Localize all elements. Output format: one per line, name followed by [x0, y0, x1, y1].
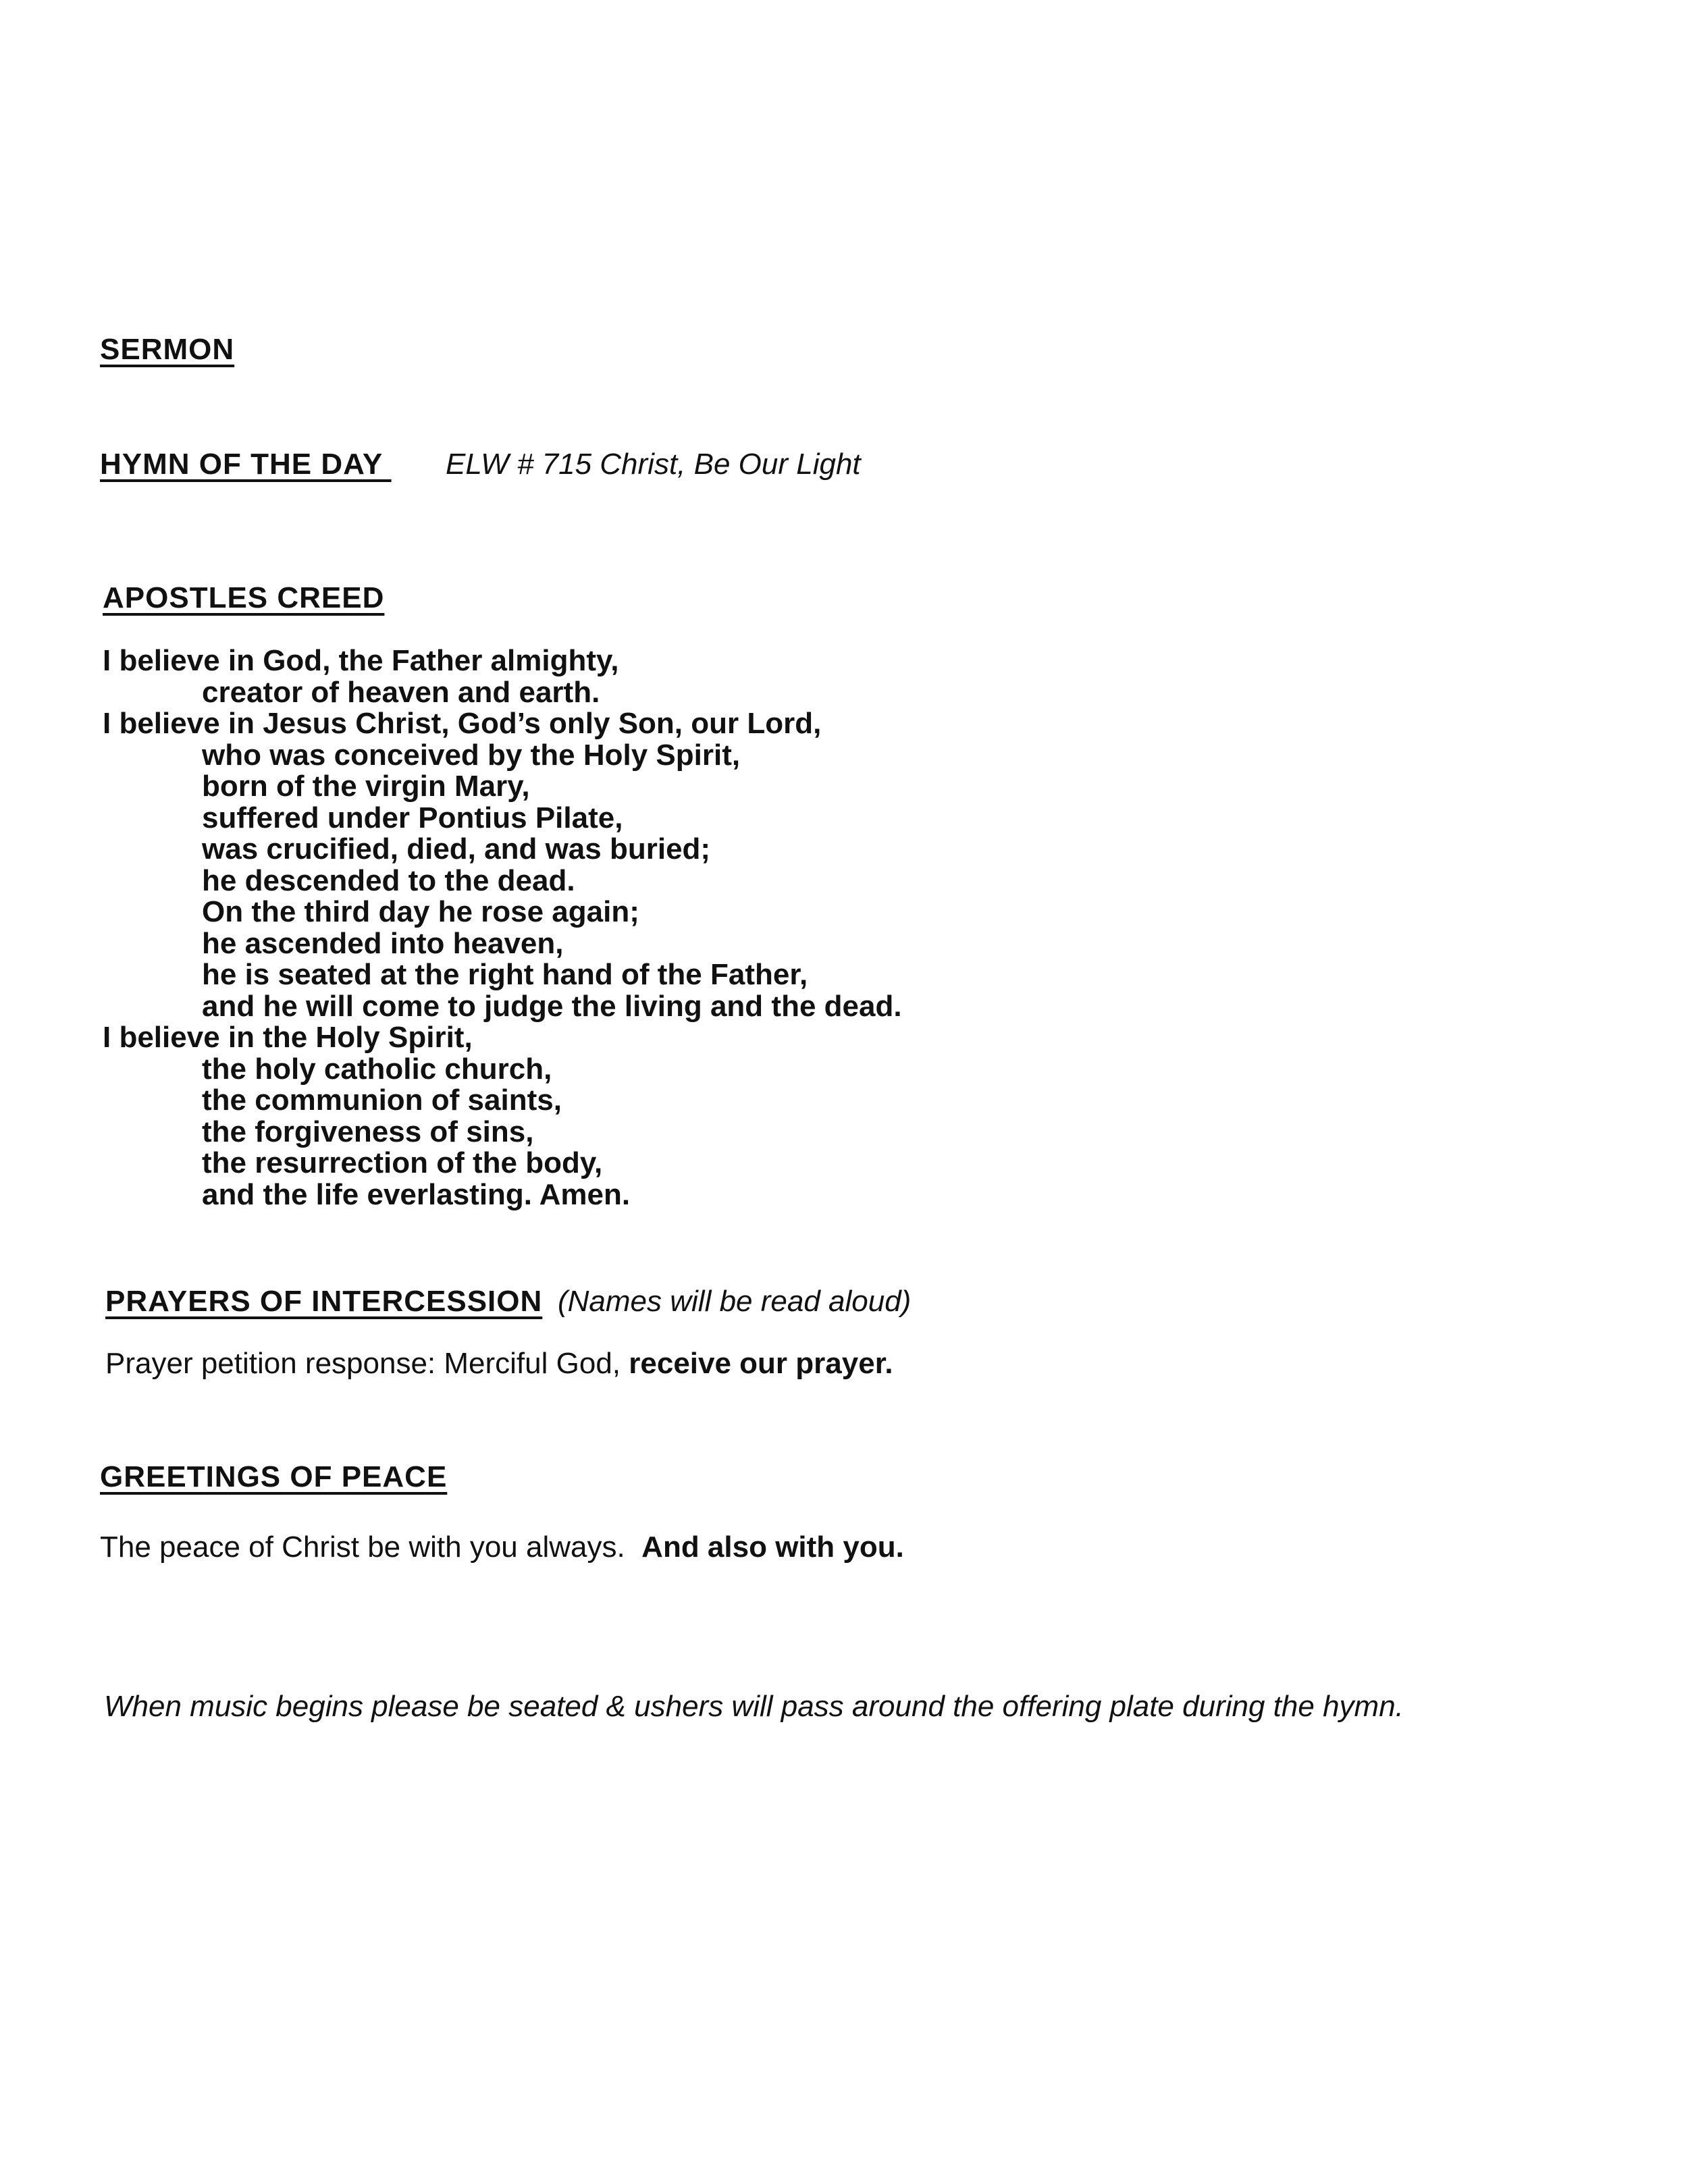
creed-line: the resurrection of the body, [202, 1146, 603, 1179]
prayer-response-label: Prayer petition response: Merciful God, [105, 1347, 629, 1380]
prayers-note: (Names will be read aloud) [558, 1285, 912, 1318]
creed-line: and the life everlasting. Amen. [202, 1177, 631, 1211]
creed-line: and he will come to judge the living and the dead. [202, 989, 902, 1023]
creed-line: the holy catholic church, [202, 1052, 552, 1086]
creed-line: was crucified, died, and was buried; [202, 832, 711, 865]
hymn-selection: ELW # 715 Christ, Be Our Light [446, 448, 861, 481]
hymn-of-the-day-heading: HYMN OF THE DAY [100, 448, 392, 481]
creed-line: the forgiveness of sins, [202, 1115, 534, 1148]
creed-line: I believe in Jesus Christ, God’s only Son, our Lord, [103, 707, 822, 740]
prayers-of-intercession-heading: PRAYERS OF INTERCESSION [105, 1285, 543, 1318]
creed-line: suffered under Pontius Pilate, [202, 801, 623, 834]
peace-response-bold: And also with you. [641, 1530, 904, 1564]
creed-line: he ascended into heaven, [202, 926, 564, 960]
apostles-creed-text [103, 645, 902, 1210]
creed-line: I believe in the Holy Spirit, [103, 1021, 473, 1054]
greetings-of-peace-heading: GREETINGS OF PEACE [100, 1460, 448, 1493]
peace-text-statement: The peace of Christ be with you always. [100, 1530, 642, 1564]
creed-line: born of the virgin Mary, [202, 770, 530, 803]
prayer-response-bold: receive our prayer. [629, 1347, 893, 1380]
offering-note: When music begins please be seated & ushers will pass around the offering plate during the hymn. [104, 1690, 1404, 1723]
creed-line: he descended to the dead. [202, 863, 575, 897]
creed-line: On the third day he rose again; [202, 895, 639, 928]
creed-line: the communion of saints, [202, 1084, 562, 1117]
prayer-response [105, 1349, 893, 1379]
peace-text [100, 1530, 904, 1564]
creed-line: he is seated at the right hand of the Father, [202, 958, 808, 991]
sermon-heading: SERMON [100, 333, 235, 366]
creed-line: who was conceived by the Holy Spirit, [202, 738, 741, 772]
apostles-creed-heading: APOSTLES CREED [103, 581, 385, 614]
creed-line: I believe in God, the Father almighty, [103, 644, 619, 677]
creed-line: creator of heaven and earth. [202, 675, 600, 709]
